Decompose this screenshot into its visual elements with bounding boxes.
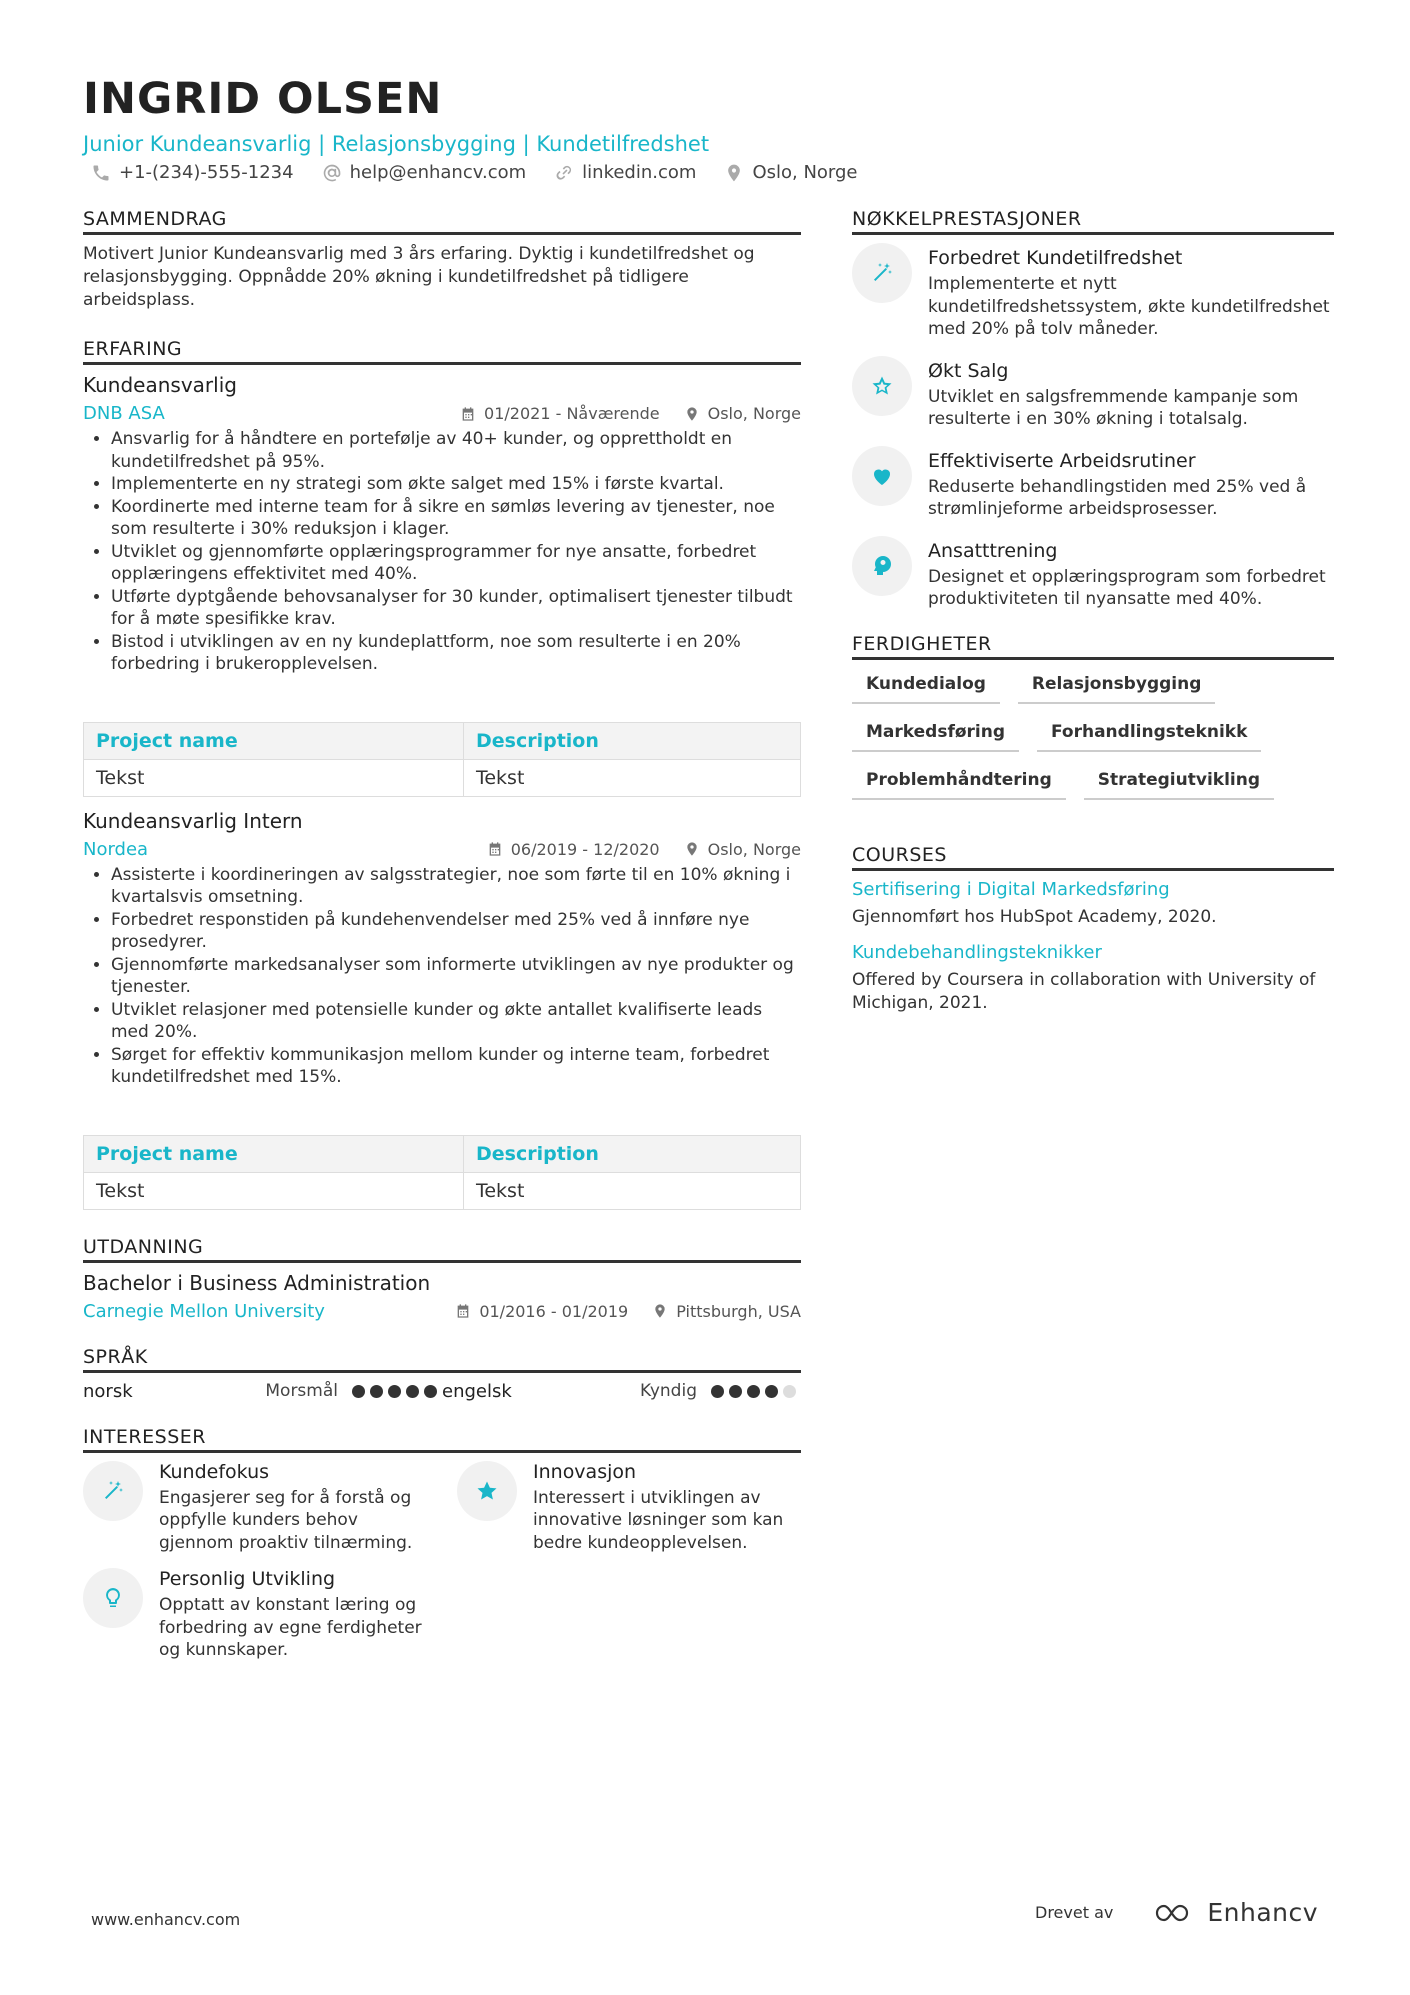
achievement-icon-wrap [852, 356, 912, 416]
contact-linkedin[interactable] [554, 162, 696, 183]
interest-item [457, 1461, 801, 1555]
star-outline-icon [870, 374, 894, 398]
achievement-item [852, 356, 1334, 431]
education-meta-right [455, 1302, 801, 1321]
job-role: Kundeansvarlig Intern [83, 808, 303, 833]
education-location [652, 1302, 801, 1321]
education-meta [83, 1301, 801, 1322]
education-dates [455, 1302, 628, 1321]
achievement-desc: Utviklet en salgsfremmende kampanje som resulterte i en 30% økning i totalsalg. [928, 386, 1299, 429]
job-meta-right [460, 404, 801, 423]
achievement-title: Forbedret Kundetilfredshet [928, 247, 1183, 269]
interest-item [83, 1461, 427, 1555]
course-title: Kundebehandlingsteknikker [852, 942, 1102, 963]
experience-section [83, 338, 801, 1210]
footer-brand [1035, 1898, 1318, 1927]
contact-phone[interactable] [91, 162, 294, 183]
list-item: • Utviklet relasjoner med potensielle kunder og økte antallet kvalifiserte leads med 20%. [111, 999, 801, 1044]
job-role: Kundeansvarlig [83, 373, 237, 397]
description-header: Description [463, 1135, 800, 1172]
degree-title: Bachelor i Business Administration [83, 1270, 431, 1295]
right-column [852, 208, 1334, 1014]
achievement-item [852, 243, 1334, 341]
email-text: help@enhancv.com [349, 162, 527, 183]
course-title: Sertifisering i Digital Markedsføring [852, 878, 1170, 900]
job-location [684, 404, 801, 423]
language-name: norsk [83, 1380, 133, 1402]
candidate-subtitle: Junior Kundeansvarlig | Relasjonsbygging | Kundetilfredshet [83, 132, 710, 156]
achievement-desc: Designet et opplæringsprogram som forbedret produktiviteten til nyansatte med 40%. [928, 566, 1326, 609]
location-pin-icon [652, 1303, 668, 1319]
at-icon [322, 163, 342, 183]
brand-name: Enhancv [1207, 1898, 1319, 1927]
skill-tag: Relasjonsbygging [1018, 674, 1215, 704]
list-item: • Bistod i utviklingen av en ny kundeplattform, noe som resulterte i en 20% forbedring i brukeropplevelsen. [111, 631, 801, 676]
candidate-name: INGRID OLSEN [83, 74, 443, 124]
table-header-row [84, 1135, 801, 1172]
project-name-cell: Tekst [84, 1172, 464, 1209]
job-entry [83, 373, 801, 797]
achievement-title: Effektiviserte Arbeidsrutiner [928, 449, 1196, 472]
summary-section [83, 208, 801, 312]
interests-section [83, 1426, 801, 1662]
experience-heading: ERFARING [83, 338, 801, 365]
courses-heading: COURSES [852, 844, 1334, 871]
phone-icon [91, 163, 111, 183]
contact-email[interactable] [322, 162, 527, 183]
head-icon [870, 554, 894, 578]
language-item [83, 1381, 442, 1402]
list-item: • Sørget for effektiv kommunikasjon mellom kunder og interne team, forbedret kundetilfredshet med 15%. [111, 1044, 801, 1089]
star-icon [475, 1479, 499, 1503]
education-heading: UTDANNING [83, 1236, 801, 1263]
language-item [442, 1381, 801, 1402]
magic-wand-icon [870, 261, 894, 285]
interest-desc: Opptatt av konstant læring og forbedring av egne ferdigheter og kunnskaper. [159, 1595, 422, 1660]
location-pin-icon [724, 163, 744, 183]
job-company: Nordea [83, 838, 149, 860]
interests-heading: INTERESSER [83, 1426, 801, 1453]
list-item: • Utførte dyptgående behovsanalyser for 30 kunder, optimalisert tjenester tilbudt for å møte spesifikke krav. [111, 586, 801, 631]
achievement-desc: Reduserte behandlingstiden med 25% ved å strømlinjeforme arbeidsprosesser. [928, 476, 1307, 519]
calendar-icon [487, 841, 503, 857]
skill-tag: Kundedialog [852, 674, 1000, 704]
achievement-icon-wrap [852, 536, 912, 596]
enhancv-logo[interactable] [1153, 1898, 1318, 1927]
language-name: engelsk [442, 1380, 512, 1402]
project-name-cell: Tekst [84, 759, 464, 796]
linkedin-text: linkedin.com [582, 162, 697, 183]
list-item: • Koordinerte med interne team for å sikre en sømløs levering av tjenester, noe som resulterte i 30% reduksjon i klager. [111, 496, 801, 541]
job-dates-text: 01/2021 - Nåværende [484, 404, 660, 423]
list-item: • Ansvarlig for å håndtere en portefølje av 40+ kunder, og opprettholdt en kundetilfredshet på 95%. [111, 428, 801, 473]
job-meta [83, 839, 801, 860]
languages-row [83, 1381, 801, 1402]
education-dates-text: 01/2016 - 01/2019 [479, 1301, 629, 1321]
footer-website[interactable]: www.enhancv.com [91, 1910, 241, 1929]
table-row [84, 759, 801, 796]
language-level: Morsmål [265, 1381, 338, 1401]
heart-icon [870, 464, 894, 488]
achievement-icon-wrap [852, 243, 912, 303]
interest-item [83, 1568, 427, 1662]
location-text: Oslo, Norge [752, 162, 858, 183]
course-desc: Gjennomført hos HubSpot Academy, 2020. [852, 906, 1217, 927]
enhancv-logo-icon [1153, 1901, 1199, 1925]
contact-bar [91, 162, 858, 183]
education-section [83, 1236, 801, 1322]
left-column [83, 208, 801, 1662]
interest-desc: Interessert i utviklingen av innovative løsninger som kan bedre kundeopplevelsen. [533, 1487, 784, 1553]
job-meta-right [487, 840, 801, 859]
calendar-icon [455, 1303, 471, 1319]
level-dot [729, 1385, 742, 1398]
list-item: • Implementerte en ny strategi som økte salget med 15% i første kvartal. [111, 473, 801, 496]
achievement-icon-wrap [852, 446, 912, 506]
table-header-row [84, 722, 801, 759]
job-company: DNB ASA [83, 403, 165, 424]
achievement-title: Økt Salg [928, 359, 1009, 382]
job-bullets [83, 428, 801, 676]
languages-section [83, 1346, 801, 1402]
link-icon [554, 163, 574, 183]
achievements-section [852, 208, 1334, 611]
job-meta [83, 403, 801, 424]
achievement-item [852, 536, 1334, 611]
level-dot [747, 1385, 760, 1398]
level-dot [783, 1385, 796, 1398]
interest-title: Kundefokus [159, 1460, 270, 1483]
language-dots [711, 1385, 796, 1398]
list-item: • Utviklet og gjennomførte opplæringsprogrammer for nye ansatte, forbedret opplæringens effektivitet med 40%. [111, 541, 801, 586]
description-header: Description [463, 722, 800, 759]
education-location-text: Pittsburgh, USA [676, 1301, 801, 1321]
job-location [684, 840, 801, 859]
skill-tag: Strategiutvikling [1084, 770, 1274, 800]
project-table [83, 722, 801, 797]
project-name-header: Project name [84, 1135, 464, 1172]
lightbulb-icon [101, 1586, 125, 1610]
job-location-text: Oslo, Norge [707, 839, 801, 859]
project-table [83, 1135, 801, 1210]
list-item: • Assisterte i koordineringen av salgsstrategier, noe som førte til en 10% økning i kvartalsvis omsetning. [111, 864, 801, 909]
summary-heading: SAMMENDRAG [83, 208, 801, 235]
level-dot [424, 1385, 437, 1398]
list-item: • Forbedret responstiden på kundehenvendelser med 25% ved å innføre nye prosedyrer. [111, 909, 801, 954]
job-entry [83, 809, 801, 1210]
description-cell: Tekst [463, 1172, 800, 1209]
contact-location [724, 162, 857, 183]
interest-title: Innovasjon [533, 1460, 637, 1483]
description-cell: Tekst [463, 759, 800, 796]
level-dot [765, 1385, 778, 1398]
job-bullets [83, 864, 801, 1089]
phone-text: +1-(234)-555-1234 [119, 162, 294, 183]
level-dot [406, 1385, 419, 1398]
magic-wand-icon [101, 1479, 125, 1503]
skill-tag: Problemhåndtering [852, 770, 1066, 800]
language-dots [352, 1385, 437, 1398]
location-pin-icon [684, 406, 700, 422]
skills-heading: FERDIGHETER [852, 633, 1334, 660]
level-dot [388, 1385, 401, 1398]
achievements-heading: NØKKELPRESTASJONER [852, 208, 1334, 235]
course-desc: Offered by Coursera in collaboration with University of Michigan, 2021. [852, 970, 1316, 1013]
job-dates [460, 404, 660, 423]
location-pin-icon [684, 841, 700, 857]
interest-desc: Engasjerer seg for å forstå og oppfylle kunders behov gjennom proaktiv tilnærming. [159, 1487, 413, 1553]
job-dates [487, 840, 660, 859]
level-dot [352, 1385, 365, 1398]
language-level: Kyndig [639, 1381, 697, 1401]
summary-text: Motivert Junior Kundeansvarlig med 3 års erfaring. Dyktig i kundetilfredshet og relasjonsbygging. Oppnådde 20% økning i kundetilfredshet på tidligere arbeidsplass. [83, 244, 755, 310]
list-item: • Gjennomførte markedsanalyser som informerte utviklingen av nye produkter og tjenester. [111, 954, 801, 999]
level-dot [711, 1385, 724, 1398]
project-name-header: Project name [84, 722, 464, 759]
calendar-icon [460, 406, 476, 422]
job-location-text: Oslo, Norge [707, 404, 801, 423]
powered-by-text: Drevet av [1035, 1903, 1114, 1922]
skill-tag: Markedsføring [852, 722, 1019, 752]
interest-icon-wrap [83, 1461, 143, 1521]
skills-list [852, 674, 1334, 800]
skill-tag: Forhandlingsteknikk [1037, 722, 1261, 752]
skills-section [852, 633, 1334, 800]
interest-icon-wrap [83, 1568, 143, 1628]
interest-icon-wrap [457, 1461, 517, 1521]
table-row [84, 1172, 801, 1209]
interest-title: Personlig Utvikling [159, 1568, 336, 1590]
interests-grid [83, 1461, 801, 1662]
achievement-title: Ansatttrening [928, 539, 1058, 562]
achievement-item [852, 446, 1334, 521]
job-dates-text: 06/2019 - 12/2020 [510, 839, 660, 859]
achievement-desc: Implementerte et nytt kundetilfredshetssystem, økte kundetilfredshet med 20% på tolv måneder. [928, 274, 1330, 339]
level-dot [370, 1385, 383, 1398]
languages-heading: SPRÅK [83, 1346, 801, 1373]
courses-section [852, 844, 1334, 1015]
school-name: Carnegie Mellon University [83, 1300, 325, 1322]
